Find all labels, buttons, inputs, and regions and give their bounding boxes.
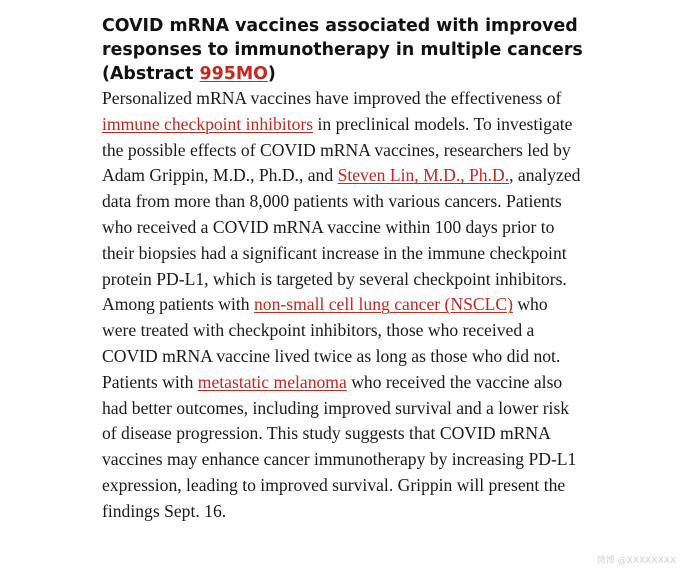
- body-line: were treated with checkpoint inhibitors, those who received a: [102, 320, 535, 341]
- body-line: [102, 112, 622, 138]
- article-title: [102, 14, 622, 86]
- title-abstract-prefix: (Abstract: [102, 64, 200, 84]
- body-line: the possible effects of COVID mRNA vaccines, researchers led by: [102, 139, 571, 160]
- body-text: Adam Grippin, M.D., Ph.D., and: [102, 165, 338, 186]
- body-line: data from more than 8,000 patients with various cancers. Patients: [102, 191, 562, 212]
- body-line: COVID mRNA vaccine lived twice as long as those who did not.: [102, 345, 561, 366]
- body-line: of disease progression. This study suggests that COVID mRNA: [102, 423, 551, 444]
- body-text: , analyzed: [509, 165, 581, 186]
- abstract-link[interactable]: 995MO: [199, 64, 268, 84]
- body-line: [102, 292, 622, 318]
- steven-lin-link[interactable]: Steven Lin, M.D., Ph.D.: [337, 165, 510, 186]
- body-line: Personalized mRNA vaccines have improved the effectiveness of: [102, 88, 562, 108]
- metastatic-melanoma-link[interactable]: metastatic melanoma: [197, 371, 347, 392]
- body-line: their biopsies had a significant increase in the immune checkpoint: [102, 242, 567, 263]
- watermark: 微博 @XXXXXXXX: [596, 556, 676, 566]
- title-line-1: COVID mRNA vaccines associated with improved: [102, 16, 578, 36]
- body-line: protein PD-L1, which is targeted by several checkpoint inhibitors.: [102, 268, 567, 289]
- body-line: [102, 370, 622, 396]
- immune-checkpoint-inhibitors-link[interactable]: immune checkpoint inhibitors: [102, 113, 314, 134]
- nsclc-link[interactable]: non-small cell lung cancer (NSCLC): [253, 294, 513, 315]
- body-text: Among patients with: [102, 294, 254, 315]
- title-line-3: [102, 62, 622, 86]
- title-line-2: responses to immunotherapy in multiple cancers: [102, 40, 583, 60]
- body-text: in preclinical models. To investigate: [313, 113, 573, 134]
- body-line: had better outcomes, including improved survival and a lower risk: [102, 397, 570, 418]
- body-text: who: [512, 294, 548, 315]
- body-line: who received a COVID mRNA vaccine within 100 days prior to: [102, 216, 555, 237]
- body-line: vaccines may enhance cancer immunotherapy by increasing PD-L1: [102, 449, 577, 470]
- article-body: [102, 86, 622, 525]
- body-line: [102, 163, 622, 189]
- body-line: findings Sept. 16.: [102, 500, 227, 521]
- body-text: Patients with: [102, 371, 198, 392]
- body-line: expression, leading to improved survival. Grippin will present the: [102, 474, 566, 495]
- article: [102, 14, 622, 525]
- body-text: who received the vaccine also: [346, 371, 563, 392]
- title-abstract-suffix: ): [267, 64, 276, 84]
